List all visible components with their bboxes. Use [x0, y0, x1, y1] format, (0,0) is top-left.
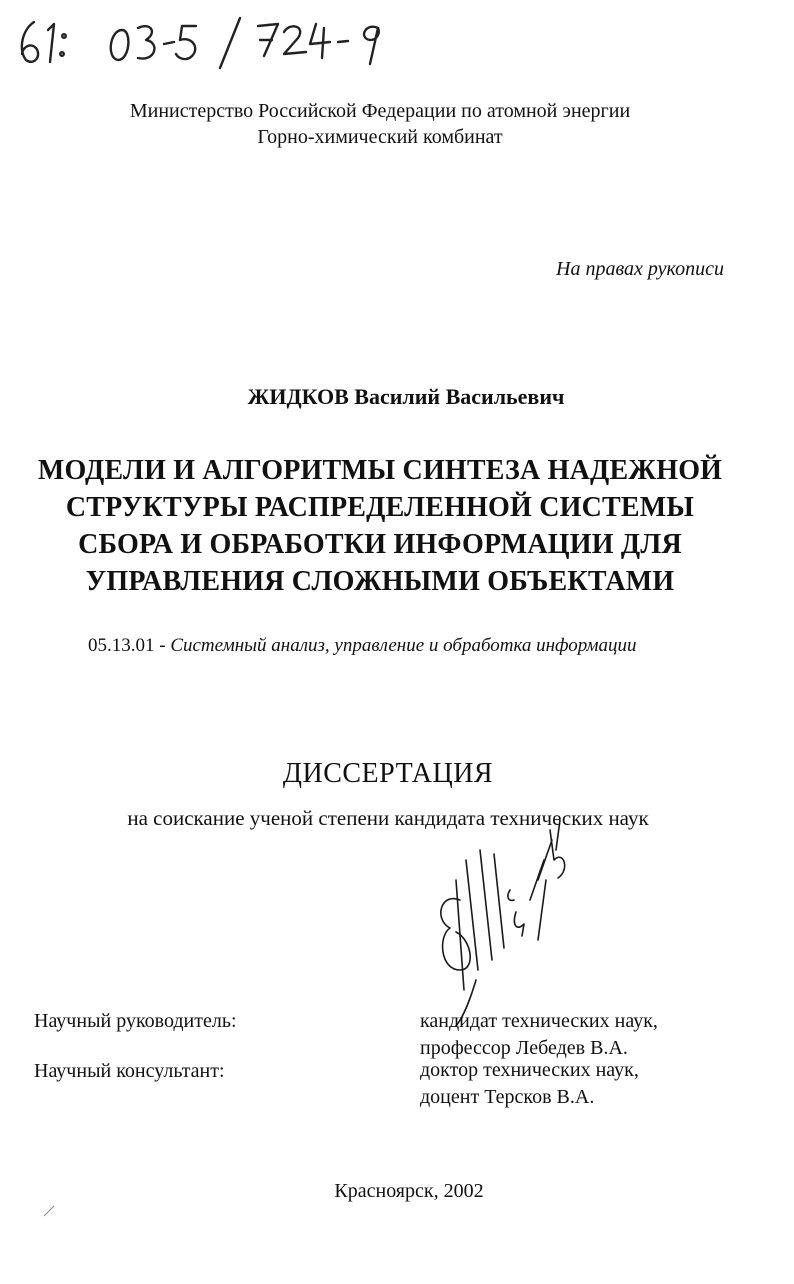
rights-note: На правах рукописи — [556, 258, 724, 280]
supervisor-info — [420, 1008, 658, 1062]
supervisor-degree: кандидат технических наук, — [420, 1010, 658, 1032]
organization-name: Горно-химический комбинат — [257, 126, 503, 148]
consultant-label: Научный консультант: — [34, 1060, 225, 1082]
author-signature — [420, 820, 600, 1030]
title-line: СБОРА И ОБРАБОТКИ ИНФОРМАЦИИ ДЛЯ — [78, 529, 682, 560]
title-line: МОДЕЛИ И АЛГОРИТМЫ СИНТЕЗА НАДЕЖНОЙ — [37, 455, 723, 486]
title-line: УПРАВЛЕНИЯ СЛОЖНЫМИ ОБЪЕКТАМИ — [85, 566, 675, 597]
handwritten-code — [14, 10, 394, 70]
consultant-name: доцент Терсков В.А. — [420, 1086, 595, 1108]
title-line: СТРУКТУРЫ РАСПРЕДЕЛЕННОЙ СИСТЕМЫ — [65, 492, 695, 523]
supervisor-name: профессор Лебедев В.А. — [420, 1037, 628, 1059]
specialty-name: Системный анализ, управление и обработка информации — [170, 635, 637, 656]
consultant-info — [420, 1057, 639, 1111]
degree-statement: на соискание ученой степени кандидата технических наук — [127, 806, 649, 830]
author-name: ЖИДКОВ Василий Васильевич — [247, 384, 565, 409]
pen-mark — [40, 1200, 60, 1220]
document-type: ДИССЕРТАЦИЯ — [282, 758, 494, 789]
specialty-code: 05.13.01 - — [88, 635, 166, 656]
city-year: Красноярск, 2002 — [334, 1180, 484, 1202]
ministry-name: Министерство Российской Федерации по атомной энергии — [129, 100, 631, 122]
supervisor-label: Научный руководитель: — [34, 1010, 237, 1032]
consultant-degree: доктор технических наук, — [420, 1059, 639, 1081]
specialty — [88, 635, 636, 657]
dissertation-title — [30, 452, 730, 600]
